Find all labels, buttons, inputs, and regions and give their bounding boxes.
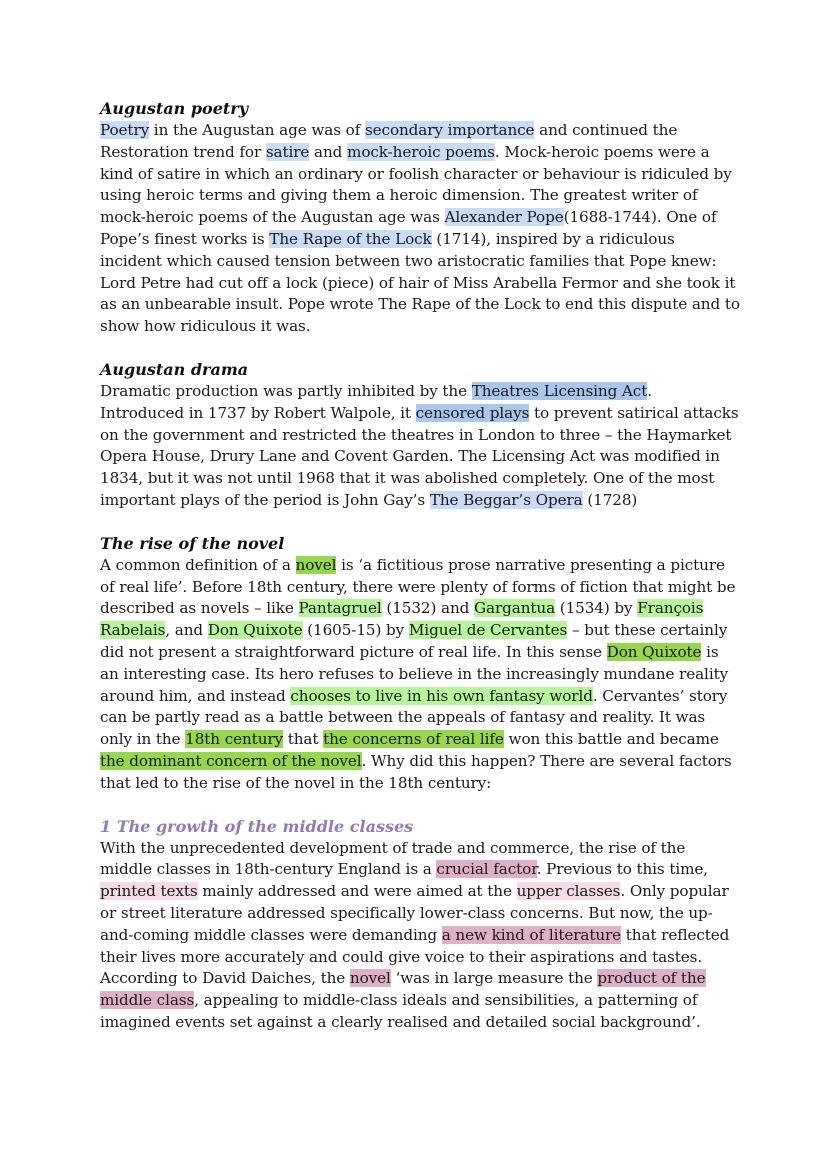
section-heading: 1 The growth of the middle classes — [100, 816, 414, 836]
highlighted-phrase: crucial factor — [436, 860, 537, 879]
highlighted-phrase: The Rape of the Lock — [269, 229, 432, 248]
section-heading: Augustan poetry — [100, 99, 248, 118]
text-run: . Introduced in 1737 by Robert Walpole, it — [100, 381, 652, 422]
highlighted-phrase: the concerns of real life — [323, 730, 504, 749]
text-run: is an interesting case. Its hero refuses to believe in the increasingly mundane reality around him, and instead — [100, 642, 729, 705]
highlighted-phrase: novel — [295, 555, 337, 574]
text-run: (1534) by — [555, 599, 638, 618]
text-run: that reflected their lives more accurately and could give voice to their aspirations and tastes. According to David Daiches, the — [100, 925, 730, 988]
section-paragraph — [100, 120, 740, 338]
highlighted-phrase: the dominant concern of the novel — [100, 751, 362, 770]
text-run: . Previous to this time, — [536, 860, 709, 879]
highlighted-phrase: Poetry — [100, 121, 150, 139]
text-run: to prevent satirical attacks on the government and restricted the theatres in London to three – the Haymarket Opera House, Drury Lane and Covent Garden. The Licensing Act was modified in 1834, but it was not until 1968 that it was abolished completely. One of the most important plays of the period is John Gay’s — [100, 403, 739, 509]
text-run: and continued the Restoration trend for — [100, 121, 678, 161]
section-heading: Augustan drama — [100, 359, 249, 379]
section-paragraph — [100, 838, 740, 1034]
section-rise-of-novel — [100, 533, 740, 795]
highlighted-phrase: upper classes — [516, 882, 621, 901]
text-run: – but these certainly did not present a straightforward picture of real life. In this sense — [100, 621, 728, 661]
text-run: (1605-15) by — [302, 621, 409, 640]
highlighted-phrase: printed texts — [100, 882, 198, 901]
highlighted-phrase: Theatres Licensing Act — [471, 381, 648, 400]
text-run: ‘was in large measure the — [390, 969, 598, 988]
highlighted-phrase: satire — [265, 142, 310, 161]
text-run: in the Augustan age was of — [149, 121, 365, 139]
text-run: (1714), inspired by a ridiculous incident which caused tension between two aristocratic families that Pope knew: Lord Petre had cut off a lock (piece) of hair of Miss Arabella Fermor and she took it as an unbearable insult. Pope wrote The Rape of the Lock to end this dispute and to show how ridiculous it was. — [100, 229, 740, 336]
highlighted-phrase: The Beggar’s Opera — [429, 490, 583, 509]
highlighted-phrase: 18th century — [185, 730, 284, 749]
text-run: and — [309, 142, 348, 161]
highlighted-phrase: Alexander Pope — [444, 208, 564, 227]
highlighted-phrase: Gargantua — [473, 599, 556, 618]
highlighted-phrase: chooses to live in his own fantasy world — [290, 686, 593, 705]
text-run: (1532) and — [381, 599, 474, 618]
text-run: . Only popular or street literature addressed specifically lower-class concerns. But now, the up-and-coming middle classes were demanding — [100, 882, 729, 944]
highlighted-phrase: a new kind of literature — [441, 925, 622, 944]
text-run: A common definition of a — [100, 555, 296, 574]
text-run: (1688-1744). One of Pope’s finest works is — [100, 208, 717, 248]
section-augustan-drama — [100, 359, 740, 512]
text-run: . Mock-heroic poems were a kind of satire in which an ordinary or foolish character or behaviour is ridiculed by using heroic terms and giving them a heroic dimension. The greatest writer of mock-heroic poems of the Augustan age was — [100, 142, 732, 227]
text-run: mainly addressed and were aimed at the — [197, 882, 517, 901]
text-run: won this battle and became — [503, 730, 719, 749]
text-run: . Cervantes’ story can be partly read as a battle between the appeals of fantasy and reality. It was only in the — [100, 686, 728, 749]
highlighted-phrase: Pantagruel — [298, 599, 382, 618]
section-paragraph — [100, 381, 740, 512]
section-paragraph — [100, 555, 740, 795]
highlighted-phrase: novel — [349, 969, 391, 988]
text-run: , appealing to middle-class ideals and sensibilities, a patterning of imagined events set against a clearly realised and detailed social background’. — [100, 991, 701, 1031]
text-run: that — [283, 730, 324, 749]
text-run: Dramatic production was partly inhibited by the — [100, 381, 472, 400]
document-page — [100, 98, 740, 1055]
text-run: is ‘a fictitious prose narrative presenting a picture of real life’. Before 18th century, there were plenty of forms of fiction that might be described as novels – like — [100, 555, 736, 618]
highlighted-phrase: Miguel de Cervantes — [408, 621, 568, 640]
section-heading: The rise of the novel — [100, 533, 285, 553]
section-middle-classes — [100, 816, 740, 1034]
section-augustan-poetry — [100, 98, 740, 338]
text-run: . Why did this happen? There are several factors that led to the rise of the novel in the 18th century: — [100, 751, 732, 792]
highlighted-phrase: product of the middle class — [100, 969, 706, 1010]
highlighted-phrase: censored plays — [415, 403, 530, 422]
text-run: (1728) — [582, 490, 638, 509]
highlighted-phrase: mock-heroic poems — [347, 142, 495, 161]
highlighted-phrase: Don Quixote — [207, 621, 303, 640]
highlighted-phrase: secondary importance — [364, 121, 535, 139]
text-run: , and — [165, 621, 208, 640]
highlighted-phrase: Don Quixote — [606, 642, 702, 661]
text-run: With the unprecedented development of trade and commerce, the rise of the middle classes in 18th-century England is a — [100, 838, 686, 879]
highlighted-phrase: François Rabelais — [100, 599, 704, 640]
